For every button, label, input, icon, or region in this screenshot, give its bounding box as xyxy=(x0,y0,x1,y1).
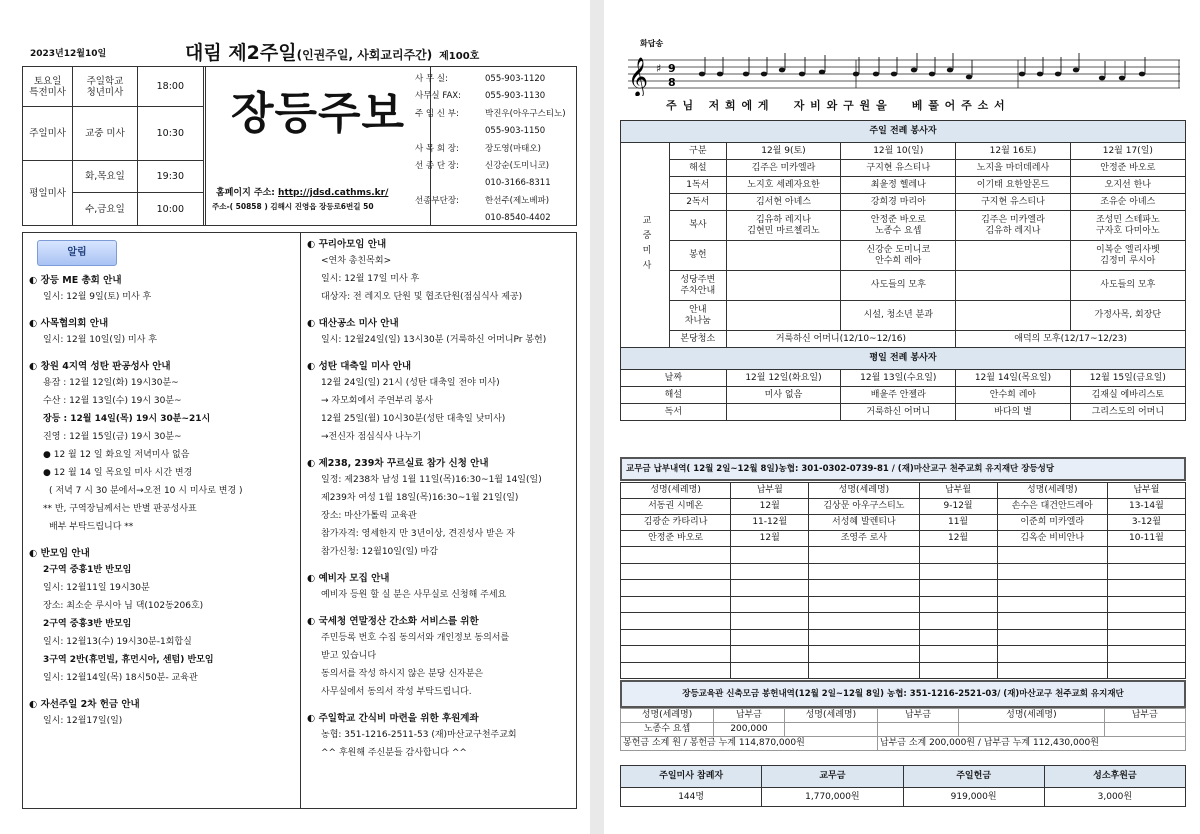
schedule-time: 10:30 xyxy=(137,107,203,161)
notice-line: → 자모회에서 주연부리 봉사 xyxy=(321,396,433,406)
dues-cell: 김상문 아우구스티노 xyxy=(809,499,919,515)
empty-cell xyxy=(809,646,919,663)
column-header: 주일헌금 xyxy=(903,766,1044,788)
empty-cell xyxy=(1107,580,1185,597)
notice-line: 배부 부탁드립니다 ** xyxy=(49,522,134,532)
empty-cell xyxy=(919,596,997,613)
note-head xyxy=(1119,76,1125,81)
header-box xyxy=(22,66,577,226)
note-head xyxy=(1019,72,1025,77)
server-cell: 가정사목, 회장단 xyxy=(1070,301,1185,331)
notice-line: 일시: 12월 9일(토) 미사 후 xyxy=(43,292,152,302)
note-head xyxy=(853,72,859,77)
row-label: 해설 xyxy=(621,387,727,404)
contact-label xyxy=(415,212,479,225)
column-header: 교무금 xyxy=(762,766,903,788)
empty-cell xyxy=(731,596,809,613)
dues-table xyxy=(620,482,1186,679)
contact-row xyxy=(415,160,566,173)
notice-line: ● 12 월 14 일 목요일 미사 시간 변경 xyxy=(43,468,193,478)
dues-cell: 11월 xyxy=(919,515,997,531)
hymn-label: 화답송 xyxy=(640,39,664,48)
contact-label xyxy=(415,177,479,190)
empty-cell xyxy=(809,629,919,646)
empty-cell xyxy=(919,662,997,679)
empty-cell xyxy=(919,613,997,630)
notice-line: 용잠 : 12월 12일(화) 19시30분~ xyxy=(43,378,179,388)
notice-line: 장소: 최소순 루시아 님 댁(102동206호) xyxy=(43,601,204,611)
contact-row xyxy=(415,177,566,190)
empty-cell xyxy=(1107,613,1185,630)
column-header: 날짜 xyxy=(621,370,727,387)
dues-cell: 12월 xyxy=(731,531,809,547)
contact-label: 주 임 신 부: xyxy=(415,109,459,119)
contact-value: 010-8540-4402 xyxy=(485,213,551,223)
notice-title: ◐ 대산공소 미사 안내 xyxy=(307,318,399,329)
column-header: 납부금 xyxy=(714,709,785,723)
column-header: 성명(세례명) xyxy=(997,483,1107,499)
notice-line: 참가신청: 12월10일(일) 마감 xyxy=(321,547,438,557)
edu-cell xyxy=(877,723,958,737)
dues-cell: 서성혜 발렌티나 xyxy=(809,515,919,531)
server-cell: 거룩하신 어머니 xyxy=(841,404,956,421)
notice-line: 일시: 12월11일 19시30분 xyxy=(43,583,150,593)
server-cell: 안수희 레아 xyxy=(956,387,1070,404)
notices-right-column xyxy=(307,228,575,762)
server-cell xyxy=(726,241,841,271)
contact-row xyxy=(415,108,566,121)
totals-cell: 3,000원 xyxy=(1044,788,1185,807)
column-header: 성명(세례명) xyxy=(959,709,1104,723)
contact-row xyxy=(415,143,566,156)
note-head xyxy=(947,68,953,73)
server-cell xyxy=(726,271,841,301)
row-label: 2독서 xyxy=(670,194,727,211)
notice-title: ◐ 꾸리아모임 안내 xyxy=(307,239,387,250)
notice-title: ◐ 사목협의회 안내 xyxy=(29,318,109,329)
note-head xyxy=(929,72,935,77)
notice-line: ( 저녁 7 시 30 분에서→오전 10 시 미사로 변경 ) xyxy=(49,486,243,496)
notice-line: 동의서를 작성 하시지 않은 분당 신자분은 xyxy=(321,669,484,679)
empty-cell xyxy=(731,662,809,679)
schedule-cell: 토요일 특전미사 xyxy=(23,67,73,107)
svg-text:𝄞: 𝄞 xyxy=(628,57,649,96)
notice-line: →전신자 점심식사 나누기 xyxy=(321,432,422,442)
server-cell: 시설, 청소년 분과 xyxy=(841,301,956,331)
column-header: 납부금 xyxy=(877,709,958,723)
title-main: 대림 제2주일 xyxy=(185,42,297,64)
music-staff xyxy=(624,50,1184,96)
empty-cell xyxy=(919,547,997,564)
empty-cell xyxy=(731,547,809,564)
empty-cell xyxy=(809,580,919,597)
summary-cell: 봉헌금 소계 원 / 봉헌금 누계 114,870,000원 xyxy=(621,737,878,751)
contact-value: 055-903-1130 xyxy=(485,91,546,101)
contact-label: 선 종 단 장: xyxy=(415,161,459,171)
empty-cell xyxy=(621,563,731,580)
empty-cell xyxy=(621,662,731,679)
row-label: 성당주변 주차안내 xyxy=(670,271,727,301)
notice-title: ◐ 예비자 모집 안내 xyxy=(307,573,390,584)
empty-cell xyxy=(919,629,997,646)
row-label: 본당청소 xyxy=(670,331,727,348)
column-header: 납부금 xyxy=(1104,709,1185,723)
dues-cell: 3-12월 xyxy=(1107,515,1185,531)
server-cell: 배윤주 안젤라 xyxy=(841,387,956,404)
right-page xyxy=(604,0,1200,834)
contact-label xyxy=(415,125,479,138)
dues-cell: 이준희 미카엘라 xyxy=(997,515,1107,531)
contact-row xyxy=(415,73,566,86)
homepage-link[interactable]: http://jdsd.cathms.kr/ xyxy=(278,188,389,198)
empty-cell xyxy=(621,547,731,564)
schedule-time: 10:00 xyxy=(137,193,203,226)
notice-line: 수산 : 12월 13일(수) 19시 30분~ xyxy=(43,396,182,406)
contact-value: 장도영(마태오) xyxy=(485,144,541,154)
server-cell: 노지을 마더데레사 xyxy=(956,160,1070,177)
note-head xyxy=(873,72,879,77)
column-header: 성명(세례명) xyxy=(621,483,731,499)
empty-cell xyxy=(919,563,997,580)
contact-row xyxy=(415,125,566,138)
column-header: 납부월 xyxy=(1107,483,1185,499)
dues-cell: 11-12월 xyxy=(731,515,809,531)
contact-row xyxy=(415,212,566,225)
empty-cell xyxy=(919,646,997,663)
schedule-time: 19:30 xyxy=(137,161,203,193)
column-header: 성명(세례명) xyxy=(809,483,919,499)
contact-value: 신강순(도미니코) xyxy=(485,161,550,171)
note-head xyxy=(779,68,785,73)
dues-cell: 서동권 시메온 xyxy=(621,499,731,515)
svg-text:8: 8 xyxy=(668,76,676,89)
server-cell: 신강순 도미니코 안수희 레아 xyxy=(841,241,956,271)
notice-line: 농협: 351-1216-2511-53 (재)마산교구천주교회 xyxy=(321,730,517,740)
sunday-servers-table xyxy=(620,120,1186,421)
schedule-cell: 주일학교 청년미사 xyxy=(73,67,137,107)
empty-cell xyxy=(621,580,731,597)
edu-cell: 200,000 xyxy=(714,723,785,737)
server-cell: 이복순 엘리사벳 김정미 루시아 xyxy=(1070,241,1185,271)
svg-text:9: 9 xyxy=(668,62,676,75)
contact-value: 박진우(아우구스티노) xyxy=(485,109,566,119)
notice-title: ◐ 창원 4지역 성탄 판공성사 안내 xyxy=(29,361,171,372)
server-cell: 사도들의 모후 xyxy=(1070,271,1185,301)
schedule-cell: 수,금요일 xyxy=(73,193,137,226)
notice-line: ^^ 후원해 주신분들 감사합니다 ^^ xyxy=(321,748,467,758)
notices-button[interactable]: 알림 xyxy=(37,240,117,266)
empty-cell xyxy=(997,613,1107,630)
server-cell: 강희경 마리아 xyxy=(841,194,956,211)
dues-cell: 12월 xyxy=(731,499,809,515)
note-head xyxy=(761,72,767,77)
column-header: 성명(세례명) xyxy=(621,709,714,723)
notice-line: ** 반, 구역장님께서는 반별 판공성사표 xyxy=(43,504,197,514)
contact-value: 010-3166-8311 xyxy=(485,178,551,188)
notice-line: 제239차 여성 1월 18일(목)16:30~1월 21일(일) xyxy=(321,493,519,503)
row-label: 안내 차나눔 xyxy=(670,301,727,331)
notice-title: ◐ 장등 ME 총회 안내 xyxy=(29,275,122,286)
notice-line: 12월 24일(일) 21시 (성탄 대축일 전야 미사) xyxy=(321,378,500,388)
note-head xyxy=(1055,72,1061,77)
server-cell xyxy=(956,241,1070,271)
hymn-lyrics: 주 님 저 희 에 게 자 비 와 구 원 을 베 풀 어 주 소 서 xyxy=(666,99,1006,112)
column-header: 12월 15일(금요일) xyxy=(1070,370,1185,387)
column-header: 12월 16토) xyxy=(956,143,1070,160)
svg-text:♯: ♯ xyxy=(656,62,662,75)
empty-cell xyxy=(997,580,1107,597)
notice-line: 장등 : 12월 14일(목) 19시 30분~21시 xyxy=(43,414,211,424)
homepage: 홈페이지 주소: http://jdsd.cathms.kr/ xyxy=(216,188,389,198)
server-cell: 구지현 유스티나 xyxy=(841,160,956,177)
note-head xyxy=(891,72,897,77)
schedule-cell: 평일미사 xyxy=(23,161,73,226)
notices-box xyxy=(22,232,577,809)
server-cell: 사도들의 모후 xyxy=(841,271,956,301)
notice-title: ◐ 반모임 안내 xyxy=(29,548,90,559)
dues-cell: 김광순 카타리나 xyxy=(621,515,731,531)
contact-row xyxy=(415,195,566,208)
server-cell: 미사 없음 xyxy=(726,387,841,404)
edu-cell xyxy=(959,723,1104,737)
row-label: 1독서 xyxy=(670,177,727,194)
notice-line: ● 12 월 12 일 화요일 저녁미사 없음 xyxy=(43,450,190,460)
title-area xyxy=(205,67,431,225)
note-head xyxy=(1139,72,1145,77)
row-label: 복사 xyxy=(670,211,727,241)
column-header: 12월 9(토) xyxy=(726,143,841,160)
totals-table xyxy=(620,765,1186,807)
notice-line: 일시: 12월 17일 미사 후 xyxy=(321,274,420,284)
server-cell: 김유하 레지나 김현민 마르첼리노 xyxy=(726,211,841,241)
dues-cell: 13-14월 xyxy=(1107,499,1185,515)
column-header: 납부월 xyxy=(731,483,809,499)
empty-cell xyxy=(731,580,809,597)
notice-line: 일시: 12월 10일(일) 미사 후 xyxy=(43,335,157,345)
edu-table xyxy=(620,708,1186,751)
edu-title: 장등교육관 신축모금 봉헌내역(12월 2일~12월 8일) 농협: 351-1216-2521-03/ (재)마산교구 천주교회 유지재단 xyxy=(620,680,1186,708)
issue-number: 제100호 xyxy=(439,51,480,62)
empty-cell xyxy=(731,629,809,646)
note-head xyxy=(799,72,805,77)
edu-cell xyxy=(1104,723,1185,737)
notice-line: 일시: 12월13(수) 19시30분-1회합실 xyxy=(43,637,192,647)
notice-title: ◐ 제238, 239차 꾸르실료 참가 신청 안내 xyxy=(307,458,489,469)
column-header: 12월 10(일) xyxy=(841,143,956,160)
server-cell: 김주은 미카엘라 김유하 레지나 xyxy=(956,211,1070,241)
address: 주소-( 50858 ) 김해시 진영읍 장등로6번길 50 xyxy=(212,202,374,211)
empty-cell xyxy=(809,613,919,630)
column-header: 성소후원금 xyxy=(1044,766,1185,788)
dues-cell: 9-12월 xyxy=(919,499,997,515)
section-title: 평일 전례 봉사자 xyxy=(621,348,1186,370)
empty-cell xyxy=(997,629,1107,646)
dues-cell: 안정준 바오로 xyxy=(621,531,731,547)
server-cell xyxy=(956,271,1070,301)
row-label: 독서 xyxy=(621,404,727,421)
notice-line: 받고 있습니다 xyxy=(321,651,377,661)
column-header: 성명(세례명) xyxy=(784,709,877,723)
note-head xyxy=(1099,76,1105,81)
notice-title: ◐ 주일학교 간식비 마련을 위한 후원계좌 xyxy=(307,713,479,724)
server-cell: 안정준 바오로 xyxy=(1070,160,1185,177)
server-cell: 바다의 별 xyxy=(956,404,1070,421)
summary-cell: 납부금 소계 200,000원 / 납부금 누계 112,430,000원 xyxy=(877,737,1185,751)
schedule-cell: 교중 미사 xyxy=(73,107,137,161)
empty-cell xyxy=(1107,646,1185,663)
empty-cell xyxy=(731,646,809,663)
note-head xyxy=(911,68,917,73)
note-head xyxy=(966,75,972,80)
notice-line: 일정: 제238차 남성 1월 11일(목)16:30~1월 14일(일) xyxy=(321,475,542,485)
note-head xyxy=(743,72,749,77)
column-header: 주일미사 참례자 xyxy=(621,766,762,788)
schedule-cell: 주일미사 xyxy=(23,107,73,161)
section-title: 주일 전례 봉사자 xyxy=(621,121,1186,143)
server-cell: 김재실 에바리스토 xyxy=(1070,387,1185,404)
schedule-cell: 화,목요일 xyxy=(73,161,137,193)
notices-left-column xyxy=(29,264,297,730)
left-page xyxy=(0,0,590,834)
column-header: 12월 12일(화요일) xyxy=(726,370,841,387)
column-header: 구분 xyxy=(670,143,727,160)
note-head xyxy=(699,72,705,77)
bulletin-title: 장등주보 xyxy=(230,88,405,139)
empty-cell xyxy=(731,613,809,630)
empty-cell xyxy=(997,547,1107,564)
issue-date: 2023년12월10일 xyxy=(30,49,107,59)
page-title xyxy=(185,38,479,65)
notice-line: 예비자 등원 할 실 분은 사무실로 신청해 주세요 xyxy=(321,590,507,600)
column-header: 12월 13일(수요일) xyxy=(841,370,956,387)
contact-list xyxy=(415,73,566,229)
empty-cell xyxy=(997,662,1107,679)
side-label: 교중미사 xyxy=(621,143,670,348)
server-cell: 이기태 요한알몬드 xyxy=(956,177,1070,194)
mass-schedule-table xyxy=(22,66,204,226)
server-cell: 김서현 아녜스 xyxy=(726,194,841,211)
contact-label: 선종부단장: xyxy=(415,196,459,206)
contact-value: 055-903-1120 xyxy=(485,74,546,84)
notice-line: 일시: 12월17일(일) xyxy=(43,716,123,726)
row-label: 해설 xyxy=(670,160,727,177)
notice-title: ◐ 성탄 대축일 미사 안내 xyxy=(307,361,412,372)
empty-cell xyxy=(997,596,1107,613)
server-cell: 조성민 스테파노 구자호 다미아노 xyxy=(1070,211,1185,241)
empty-cell xyxy=(809,563,919,580)
edu-cell xyxy=(784,723,877,737)
note-head xyxy=(1037,72,1043,77)
notice-line: <연차 총친목회> xyxy=(321,256,392,266)
empty-cell xyxy=(809,662,919,679)
notice-line: 일시: 12월14일(목) 18시50분- 교육관 xyxy=(43,673,198,683)
server-cell xyxy=(956,301,1070,331)
totals-cell: 919,000원 xyxy=(903,788,1044,807)
server-cell xyxy=(726,301,841,331)
schedule-time: 18:00 xyxy=(137,67,203,107)
notice-line: 주민등록 번호 수집 동의서와 개인정보 동의서를 xyxy=(321,633,510,643)
empty-cell xyxy=(809,596,919,613)
contact-row xyxy=(415,90,566,103)
dues-cell: 12월 xyxy=(919,531,997,547)
empty-cell xyxy=(997,646,1107,663)
contact-value: 한선주(제노베파) xyxy=(485,196,550,206)
contact-label: 사무실 FAX: xyxy=(415,91,461,101)
server-cell: 거룩하신 어머니(12/10~12/16) xyxy=(726,331,956,348)
server-cell: 노지호 세례자요한 xyxy=(726,177,841,194)
column-header: 12월 14일(목요일) xyxy=(956,370,1070,387)
column-header: 12월 17(일) xyxy=(1070,143,1185,160)
server-cell: 애덕의 모후(12/17~12/23) xyxy=(956,331,1186,348)
notice-title: ◐ 자선주일 2차 헌금 안내 xyxy=(29,699,140,710)
note-head xyxy=(1073,68,1079,73)
notice-line: 12월 25일(월) 10시30분(성탄 대축일 낮미사) xyxy=(321,414,506,424)
dues-cell: 10-11월 xyxy=(1107,531,1185,547)
contact-label: 사 무 실: xyxy=(415,74,448,84)
notice-line: 3구역 2반(휴먼빌, 휴먼시아, 센텀) 반모임 xyxy=(43,655,214,665)
empty-cell xyxy=(1107,629,1185,646)
empty-cell xyxy=(621,646,731,663)
contact-label: 사 목 회 장: xyxy=(415,144,459,154)
contact-value: 055-903-1150 xyxy=(485,126,546,136)
server-cell: 안정준 바오로 노종수 요셉 xyxy=(841,211,956,241)
empty-cell xyxy=(1107,547,1185,564)
empty-cell xyxy=(919,580,997,597)
column-header: 납부월 xyxy=(919,483,997,499)
empty-cell xyxy=(621,613,731,630)
row-label: 봉헌 xyxy=(670,241,727,271)
empty-cell xyxy=(1107,596,1185,613)
note-head xyxy=(717,72,723,77)
dues-cell: 김옥순 비비안나 xyxy=(997,531,1107,547)
totals-cell: 1,770,000원 xyxy=(762,788,903,807)
dues-title: 교무금 납부내역( 12월 2일~12월 8일)농협: 301-0302-0739-81 / (재)마산교구 천주교회 유지재단 장등성당 xyxy=(620,457,1186,481)
notice-line: 장소: 마산가톨릭 교육관 xyxy=(321,511,417,521)
empty-cell xyxy=(1107,662,1185,679)
notice-line: 대상자: 전 레지오 단원 및 협조단원(점심식사 제공) xyxy=(321,292,523,302)
server-cell: 조유순 아녜스 xyxy=(1070,194,1185,211)
dues-cell: 손수은 대건안드레아 xyxy=(997,499,1107,515)
notice-line: 진영 : 12월 15일(금) 19시 30분~ xyxy=(43,432,182,442)
notice-line: 참가자격: 영세한지 만 3년이상, 견진성사 받은 자 xyxy=(321,529,515,539)
empty-cell xyxy=(997,563,1107,580)
title-sub: (인권주일, 사회교리주간) xyxy=(296,48,433,62)
notice-line: 2구역 중흥3반 반모임 xyxy=(43,619,132,629)
server-cell: 오지선 한나 xyxy=(1070,177,1185,194)
totals-cell: 144명 xyxy=(621,788,762,807)
server-cell: 김주은 미카엘라 xyxy=(726,160,841,177)
notice-title: ◐ 국세청 연말정산 간소화 서비스를 위한 xyxy=(307,616,479,627)
dues-cell: 조영주 로사 xyxy=(809,531,919,547)
edu-cell: 노종수 요셉 xyxy=(621,723,714,737)
notice-line: 일시: 12월24일(일) 13시30분 (거룩하신 어머니Pr 봉헌) xyxy=(321,335,547,345)
empty-cell xyxy=(621,629,731,646)
empty-cell xyxy=(809,547,919,564)
empty-cell xyxy=(731,563,809,580)
server-cell: 최윤정 헬레나 xyxy=(841,177,956,194)
notice-line: 사무실에서 동의서 작성 부탁드립니다. xyxy=(321,687,472,697)
empty-cell xyxy=(1107,563,1185,580)
empty-cell xyxy=(621,596,731,613)
server-cell: 구지현 유스티나 xyxy=(956,194,1070,211)
note-head xyxy=(819,70,825,75)
server-cell xyxy=(726,404,841,421)
server-cell: 그리스도의 어머니 xyxy=(1070,404,1185,421)
notice-line: 2구역 중흥1반 반모임 xyxy=(43,565,132,575)
